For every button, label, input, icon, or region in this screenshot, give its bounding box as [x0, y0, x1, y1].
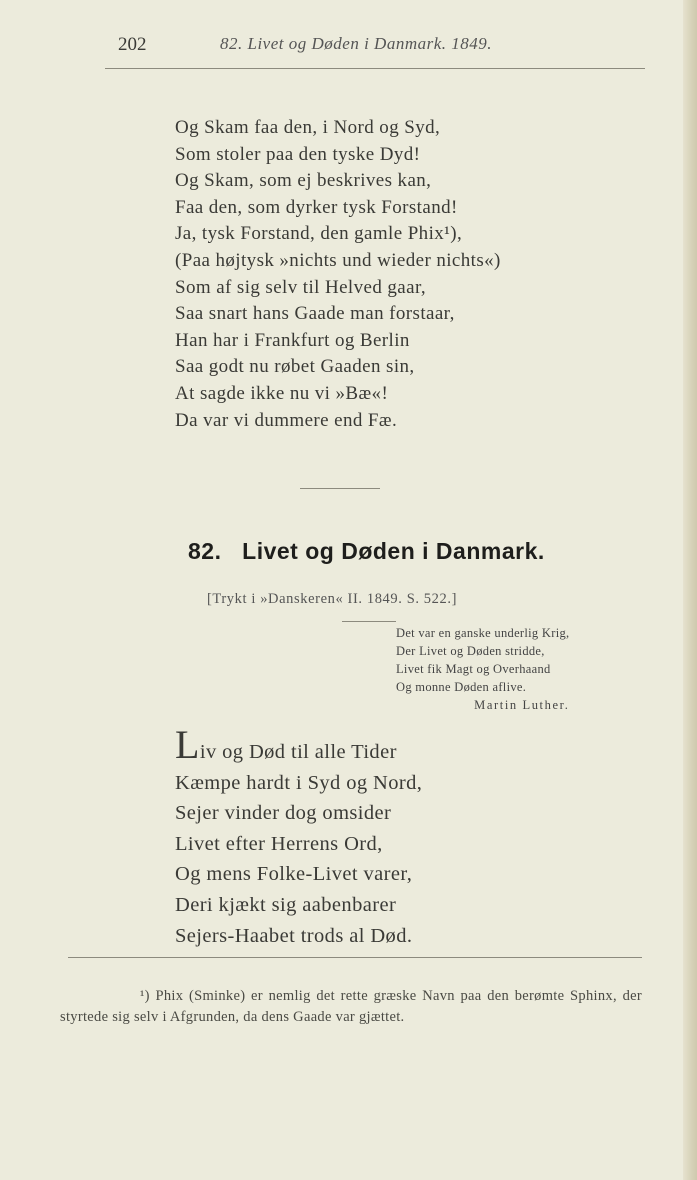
footnote — [60, 986, 642, 1028]
epigraph-author: Martin Luther. — [474, 698, 570, 712]
source-rule — [342, 621, 396, 622]
poem — [175, 722, 423, 951]
section-divider — [300, 488, 380, 489]
poem-line: Da var vi dummere end Fæ. — [175, 409, 398, 431]
poem-line: Han har i Frankfurt og Berlin — [175, 329, 410, 351]
page-number: 202 — [118, 34, 147, 55]
epigraph-line: Og monne Døden aflive. — [396, 680, 527, 694]
poem-line: Kæmpe hardt i Syd og Nord, — [175, 771, 423, 794]
section-title: 82. Livet og Døden i Danmark. — [188, 538, 545, 564]
poem-line: At sagde ikke nu vi »Bæ«! — [175, 382, 389, 404]
poem-line: Og mens Folke-Livet varer, — [175, 863, 413, 886]
epigraph-line: Der Livet og Døden stridde, — [396, 644, 545, 658]
poem-line-text: iv og Død til alle Tider — [199, 741, 397, 763]
poem-line: Saa godt nu røbet Gaaden sin, — [175, 356, 415, 378]
running-head: 82. Livet og Døden i Danmark. 1849. — [220, 34, 493, 53]
epigraph-line: Det var en ganske underlig Krig, — [396, 626, 570, 640]
poem-line: Og Skam faa den, i Nord og Syd, — [175, 117, 441, 138]
poem-line: Som stoler paa den tyske Dyd! — [175, 143, 421, 165]
poem-continued — [175, 115, 501, 434]
poem-line: Deri kjækt sig aabenbarer — [175, 893, 397, 916]
poem-line — [175, 722, 422, 768]
footnote-rule — [68, 957, 642, 958]
poem-line: Saa snart hans Gaade man forstaar, — [175, 303, 455, 325]
epigraph — [396, 624, 569, 714]
page-binding-edge — [683, 0, 697, 1180]
footnote-marker: ¹) — [140, 988, 150, 1004]
poem-line: Livet efter Herrens Ord, — [175, 832, 383, 855]
drop-cap: L — [175, 722, 200, 767]
poem-line: Faa den, som dyrker tysk Forstand! — [175, 196, 458, 218]
header-rule — [105, 68, 645, 69]
poem-line: Og Skam, som ej beskrives kan, — [175, 170, 432, 192]
poem-line: (Paa højtysk »nichts und wieder nichts«) — [175, 249, 501, 271]
footnote-text: Phix (Sminke) er nemlig det rette græske Navn paa den berømte Sphinx, der styrtede sig selv i Afgrunden, da dens Gaade var gjættet. — [60, 988, 642, 1025]
poem-line: Ja, tysk Forstand, den gamle Phix¹), — [175, 223, 463, 245]
source-note: [Trykt i »Danskeren« II. 1849. S. 522.] — [207, 591, 458, 607]
poem-line: Som af sig selv til Helved gaar, — [175, 276, 427, 298]
poem-line: Sejer vinder dog omsider — [175, 802, 392, 825]
epigraph-line: Livet fik Magt og Overhaand — [396, 662, 551, 676]
poem-line: Sejers-Haabet trods al Død. — [175, 924, 413, 947]
